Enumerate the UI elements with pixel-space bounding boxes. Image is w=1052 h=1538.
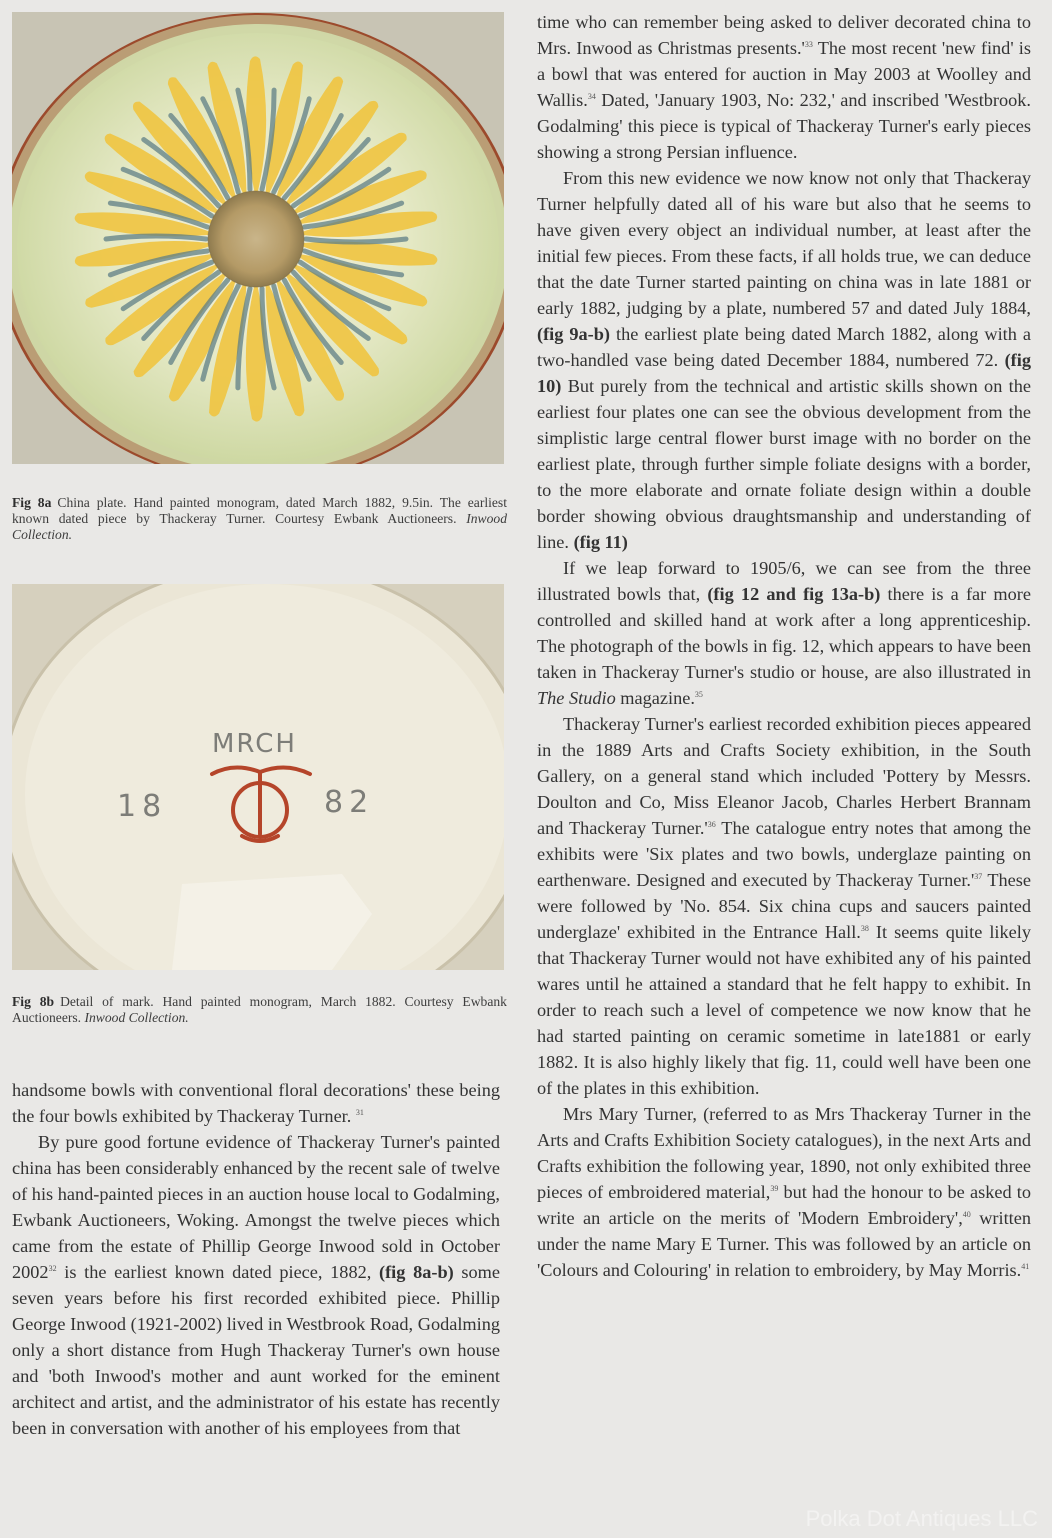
right-p5-text-a: Mrs Mary Turner, (referred to as Mrs Thackeray Turner in the Arts and Crafts Exhibition Society catalogues), in the next Arts and Crafts exhibition the following year, 1890, not only exhibited three pieces of embroidered material, <box>537 1104 1031 1202</box>
left-p1-text: handsome bowls with conventional floral decorations' these being the four bowls exhibited by Thackeray Turner. <box>12 1080 500 1126</box>
mark-month-text: MRCH <box>212 729 297 759</box>
plate-mark-image <box>12 584 504 970</box>
mark-year-right: 82 <box>324 785 375 820</box>
figure-reference: (fig 10) <box>537 350 1031 396</box>
figure-8b-label: Fig 8b <box>12 994 55 1009</box>
right-paragraph-1 <box>537 9 1031 165</box>
figure-8b-caption-text: Detail of mark. Hand painted monogram, March 1882. Courtesy Ewbank Auctioneers. <box>12 994 507 1025</box>
left-paragraph-2 <box>12 1129 500 1441</box>
figure-8b-photo <box>12 584 504 970</box>
right-p1-text-c: Dated, 'January 1903, No: 232,' and inscribed 'Westbrook. Godalming' this piece is typical of Thackeray Turner's early pieces showing a strong Persian influence. <box>537 90 1031 162</box>
figure-reference: (fig 11) <box>573 532 628 552</box>
figure-8a-collection: Inwood Collection. <box>12 511 507 542</box>
right-paragraph-3 <box>537 555 1031 711</box>
right-p4-text-d: It seems quite likely that Thackeray Turner would not have exhibited any of his painted wares until he attained a standard that he felt happy to exhibit. In order to reach such a level of competence we now know that he had started painting on ceramic sometime in late1881 or early 1882. It is also highly likely that fig. 11, could well have been one of the plates in this exhibition. <box>537 922 1031 1098</box>
publication-title: The Studio <box>537 688 616 708</box>
right-column-text <box>537 9 1031 1283</box>
figure-8a-caption-text: China plate. Hand painted monogram, dated March 1882, 9.5in. The earliest known dated piece by Thackeray Turner. Courtesy Ewbank Auctioneers. <box>12 495 507 526</box>
footnote-ref: 36 <box>707 819 716 829</box>
right-p2-text-a: From this new evidence we now know not only that Thackeray Turner helpfully dated all of his ware but also that he seems to have given every object an individual number, at least after the initial few pieces. From these facts, if all holds true, we can deduce that the date Turner started painting on china was in late 1881 or early 1882, judging by a plate, numbered 57 and dated July 1884, <box>537 168 1031 318</box>
left-column-text <box>12 1077 500 1441</box>
left-p2-text-c: some seven years before his first recorded exhibited piece. Phillip George Inwood (1921-2002) lived in Westbrook Road, Godalming only a short distance from Hugh Thackeray Turner's own house and 'both Inwood's mother and aunt worked for the eminent architect and artist, and the administrator of his estate has recently been in conversation with another of his employees from that <box>12 1262 500 1438</box>
footnote-ref: 32 <box>48 1263 57 1273</box>
left-p2-text-a: By pure good fortune evidence of Thackeray Turner's painted china has been considerably enhanced by the recent sale of twelve of his hand-painted pieces in an auction house local to Godalming, Ewbank Auctioneers, Woking. Amongst the twelve pieces which came from the estate of Phillip George Inwood sold in October 2002 <box>12 1132 500 1282</box>
right-p4-text-b: The catalogue entry notes that among the exhibits were 'Six plates and two bowls, underglaze painting on earthenware. Designed and executed by Thackeray Turner.' <box>537 818 1031 890</box>
right-p2-text-c: But purely from the technical and artistic skills shown on the earliest four plates one can see the obvious development from the simplistic large central flower burst image with no border on the earliest plate, through further simple foliate designs with a border, to the more elaborate and ornate foliate design within a double border showing obvious draughtsmanship and understanding of line. <box>537 376 1031 552</box>
left-p2-text-b: is the earliest known dated piece, 1882, <box>56 1262 379 1282</box>
right-p4-text-c: These were followed by 'No. 854. Six china cups and saucers painted underglaze' exhibited in the Entrance Hall. <box>537 870 1032 942</box>
figure-reference: (fig 9a-b) <box>537 324 611 344</box>
mark-year-left: 18 <box>117 789 168 824</box>
figure-8b-collection: Inwood Collection. <box>84 1010 189 1025</box>
right-p1-text-b: The most recent 'new find' is a bowl that was entered for auction in May 2003 at Woolley and Wallis. <box>537 38 1031 110</box>
footnote-ref: 33 <box>804 39 813 49</box>
footnote-ref: 38 <box>860 923 869 933</box>
figure-reference: (fig 12 and fig 13a-b) <box>707 584 881 604</box>
footnote-ref: 37 <box>974 871 983 881</box>
figure-8a-label: Fig 8a <box>12 495 52 510</box>
figure-reference: (fig 8a-b) <box>379 1262 454 1282</box>
right-p5-text-b: but had the honour to be asked to write an article on the merits of 'Modern Embroidery', <box>537 1182 1032 1228</box>
left-paragraph-1 <box>12 1077 500 1129</box>
figure-8a-photo <box>12 12 504 464</box>
footnote-ref: 39 <box>770 1183 779 1193</box>
watermark-text: Polka Dot Antiques LLC <box>805 1506 1038 1531</box>
sunflower-plate-image <box>12 12 504 464</box>
figure-8a-caption <box>12 495 507 543</box>
right-p3-text-a: If we leap forward to 1905/6, we can see from the three illustrated bowls that, <box>537 558 1031 604</box>
footnote-ref: 41 <box>1021 1261 1030 1271</box>
right-paragraph-5 <box>537 1101 1031 1283</box>
right-p4-text-a: Thackeray Turner's earliest recorded exhibition pieces appeared in the 1889 Arts and Crafts Society exhibition, in the South Gallery, on a general stand which included 'Pottery by Messrs. Doulton and Co, Miss Eleanor Jacob, Charles Herbert Brannam and Thackeray Turner.' <box>537 714 1031 838</box>
figure-8b-caption <box>12 994 507 1026</box>
footnote-ref: 35 <box>694 689 703 699</box>
right-p1-text-a: time who can remember being asked to deliver decorated china to Mrs. Inwood as Christmas presents.' <box>537 12 1031 58</box>
footnote-ref: 31 <box>355 1107 364 1117</box>
right-paragraph-4 <box>537 711 1031 1101</box>
right-p3-text-c: magazine. <box>615 688 695 708</box>
right-p5-text-c: written under the name Mary E Turner. This was followed by an article on 'Colours and Colouring' in relation to embroidery, by May Morris. <box>537 1208 1031 1280</box>
right-p2-text-b: the earliest plate being dated March 1882, along with a two-handled vase being dated December 1884, numbered 72. <box>537 324 1032 370</box>
right-p3-text-b: there is a far more controlled and skilled hand at work after a long apprenticeship. The photograph of the bowls in fig. 12, which appears to have been taken in Thackeray Turner's studio or house, are also illustrated in <box>537 584 1031 682</box>
footnote-ref: 34 <box>587 91 596 101</box>
footnote-ref: 40 <box>962 1209 971 1219</box>
right-paragraph-2 <box>537 165 1031 555</box>
